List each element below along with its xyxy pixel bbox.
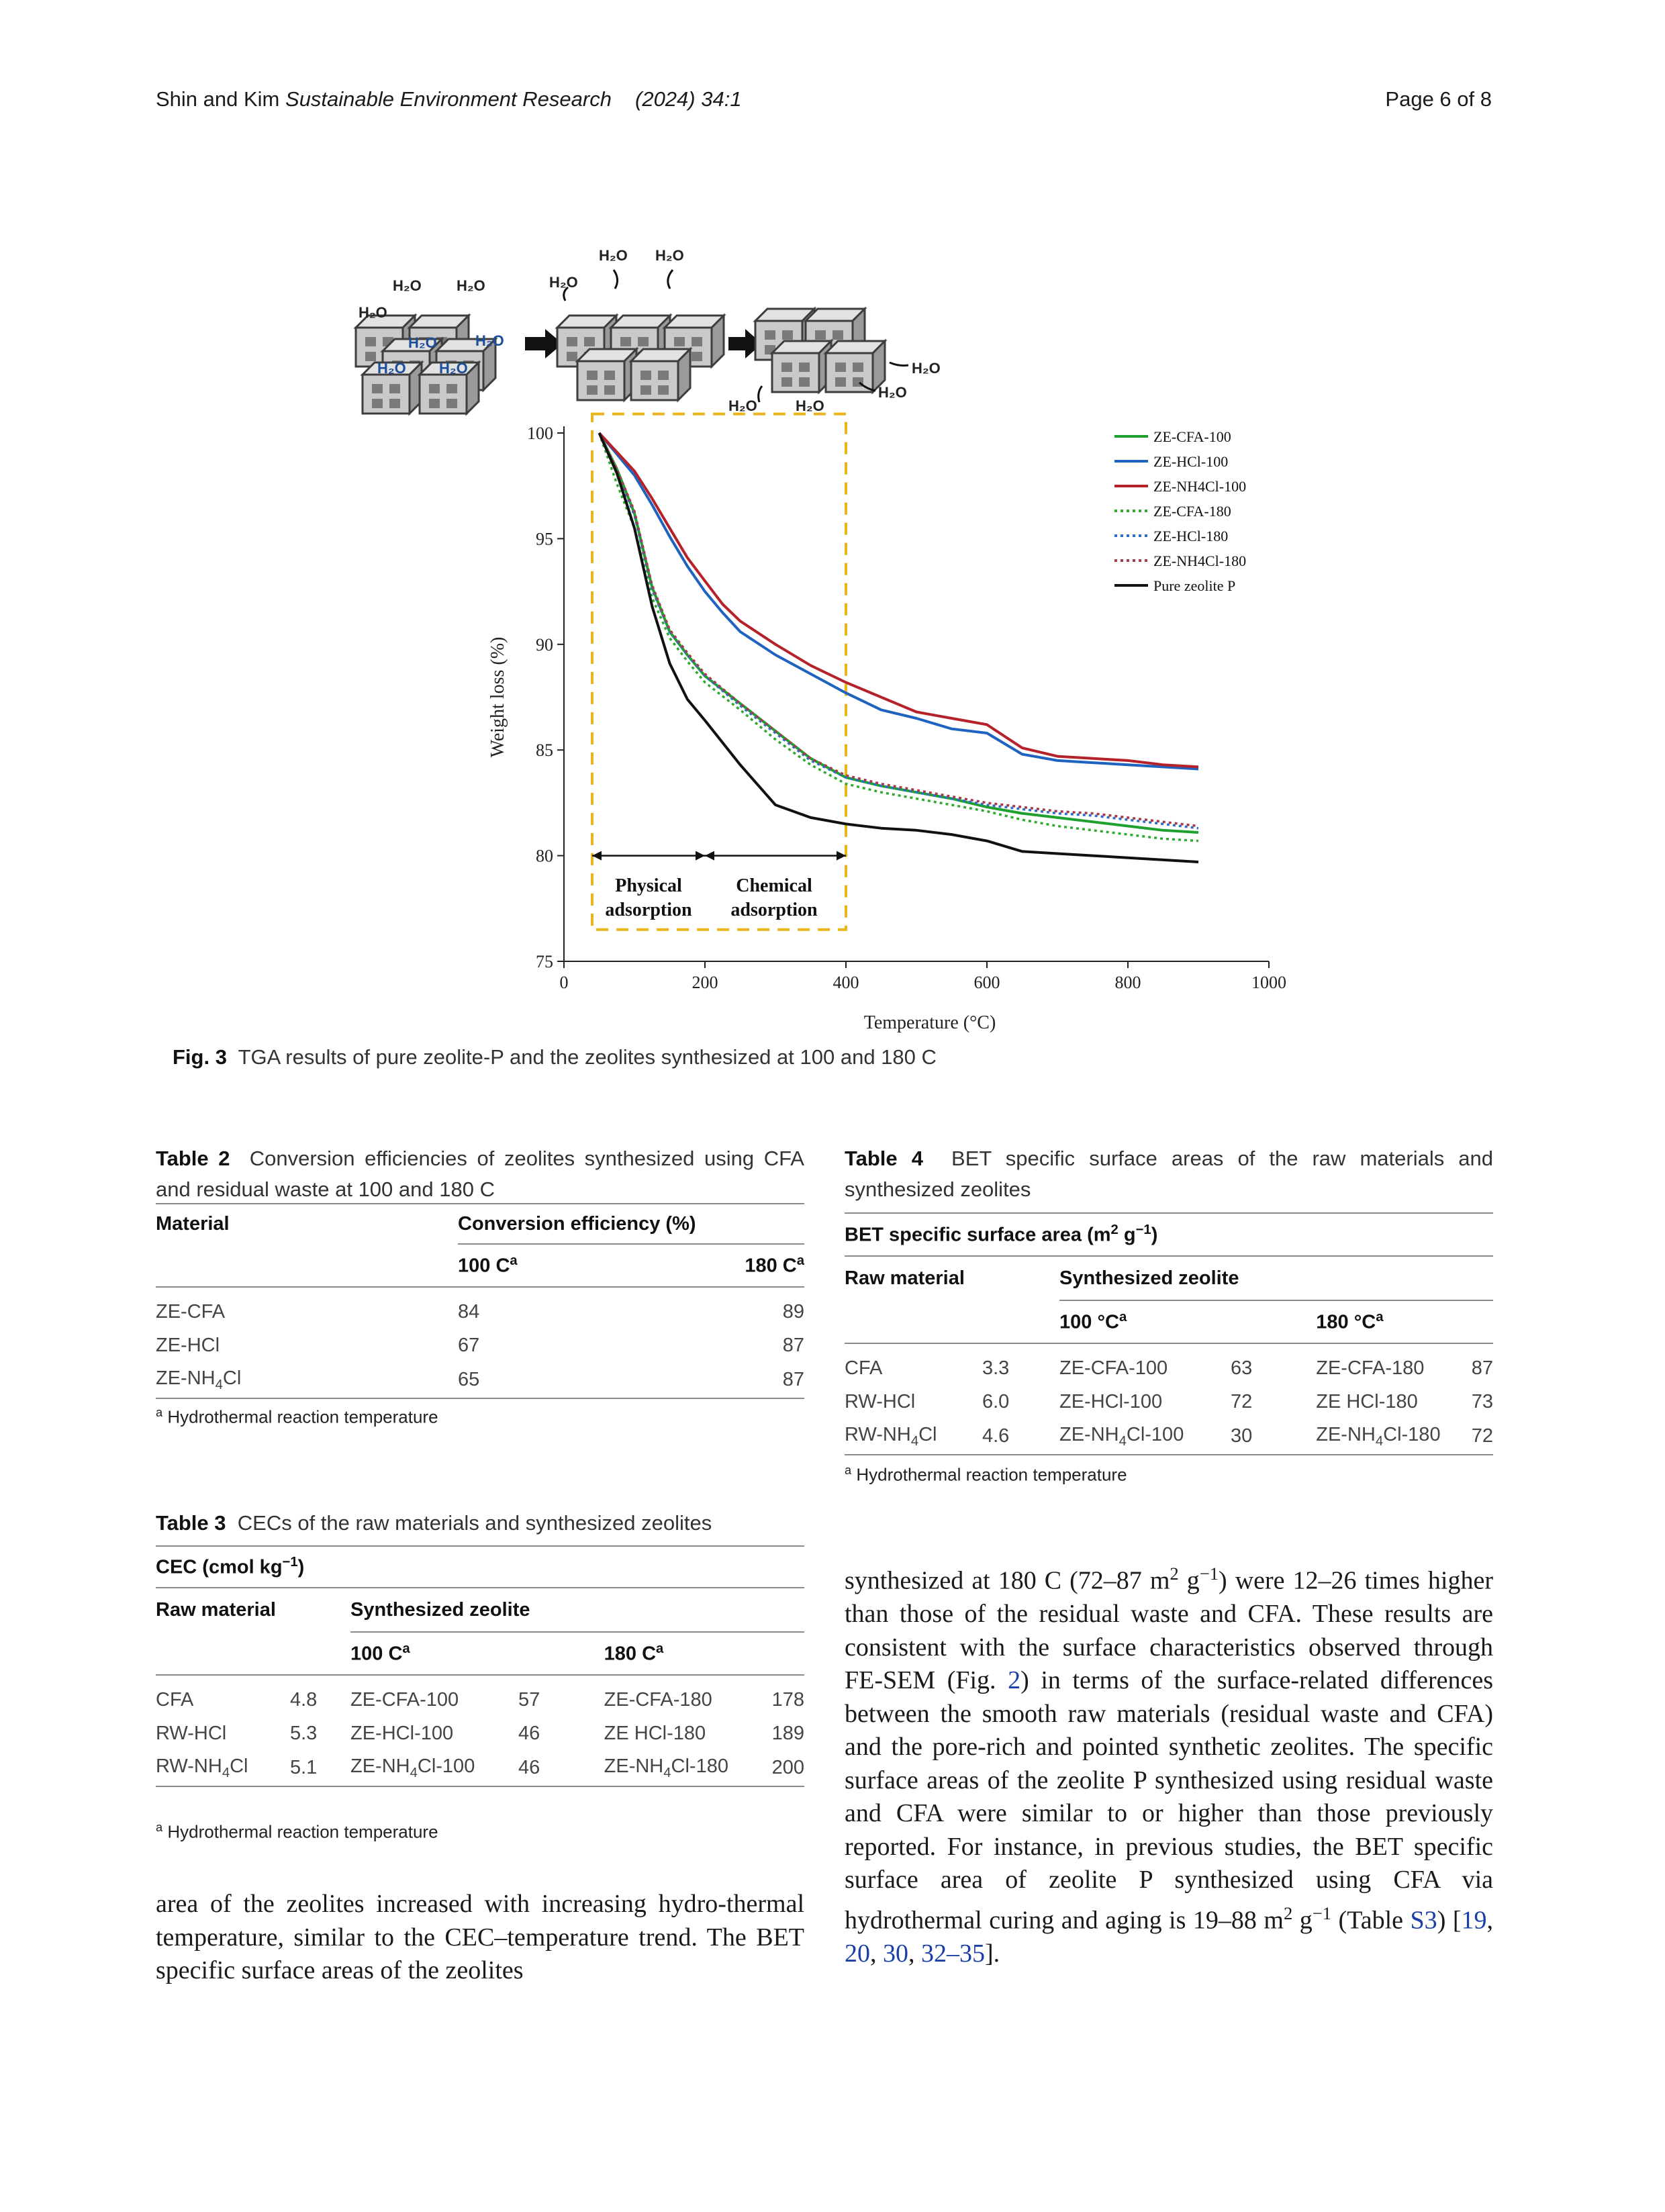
table3-cell: 5.1 <box>290 1757 318 1778</box>
table3-cell: 5.3 <box>290 1722 318 1744</box>
table4-cell: RW-HCl <box>845 1390 916 1412</box>
table4-cell: 6.0 <box>982 1390 1010 1412</box>
water-label: H₂O <box>475 332 504 349</box>
physical-adsorption-arrow-head-right <box>696 851 705 861</box>
x-tick-label: 400 <box>832 973 859 992</box>
table4-col-100: 100 $^\circ C^a$ <box>1059 1310 1127 1333</box>
table2-header-row <box>156 1204 804 1244</box>
table3-caption <box>156 1508 804 1539</box>
table2-cell: ZE-HCl <box>156 1334 220 1356</box>
table-row <box>156 1362 804 1398</box>
table4-subheader-row <box>845 1300 1493 1343</box>
ref-table-link[interactable]: S3 <box>1410 1906 1437 1935</box>
series-line-ze-hcl-100 <box>600 433 1199 769</box>
x-tick-label: 600 <box>973 973 1000 992</box>
table2-cell: 87 <box>782 1334 804 1356</box>
table-row <box>845 1385 1493 1418</box>
table-row <box>156 1717 804 1750</box>
legend-label: ZE-HCl-100 <box>1153 453 1229 470</box>
table2-cell: 65 <box>458 1369 480 1390</box>
table3-cell: $ZE-NH_4Cl-100$ <box>350 1755 475 1780</box>
water-label: H₂O <box>359 304 387 321</box>
water-label: H₂O <box>457 277 485 294</box>
table2-col-material: Material <box>156 1213 230 1235</box>
table4-col-180: 180 $^\circ C^a$ <box>1316 1310 1384 1333</box>
table4-unit-row <box>845 1213 1493 1256</box>
series-line-ze-cfa-180 <box>600 433 1199 841</box>
legend-label: Pure zeolite P <box>1153 577 1236 594</box>
table4-cell: 73 <box>1471 1390 1493 1412</box>
table4-unit: BET specific surface area ($m^2$ $g^{-1}$) <box>845 1222 1158 1246</box>
water-label: H₂O <box>599 247 628 264</box>
header-authors: Shin and Kim <box>156 87 280 111</box>
table4-cell: 87 <box>1471 1357 1493 1379</box>
table3-cell: ZE-CFA-180 <box>604 1688 712 1711</box>
table3-cell: 200 <box>771 1757 804 1778</box>
figure-caption-text: TGA results of pure zeolite-P and the zeolites synthesized at 100 and 180 C <box>238 1045 937 1069</box>
water-label: H₂O <box>393 277 422 294</box>
table3-col-100: 100 $C^a$ <box>350 1641 410 1665</box>
water-release-arrows-icon <box>564 270 673 301</box>
table2-cell: 89 <box>782 1300 804 1323</box>
table4-cell: 4.6 <box>982 1425 1010 1447</box>
adsorption-regions <box>605 875 818 920</box>
citation-link[interactable]: 19 <box>1461 1906 1487 1935</box>
table3 <box>156 1545 804 1787</box>
table2-cell: $ZE-NH_4Cl$ <box>156 1367 242 1392</box>
table3-cell: 46 <box>518 1722 540 1744</box>
table4-cell: $RW-NH_4Cl$ <box>845 1423 937 1449</box>
body-text-left: area of the zeolites increased with increasing hydro-thermal temperature, similar to the CEC–temperature trend. The BET specific surface areas of the zeolites <box>156 1890 804 1984</box>
water-label: H₂O <box>377 360 406 377</box>
table3-label: Table 3 <box>156 1511 226 1535</box>
table-row <box>156 1295 804 1329</box>
table4-col-raw: Raw material <box>845 1267 965 1289</box>
table4-caption <box>845 1143 1493 1205</box>
table3-subheader-row <box>156 1632 804 1675</box>
table-row <box>156 1750 804 1786</box>
physical-adsorption-arrow-head-left <box>592 851 602 861</box>
running-header-authors <box>156 87 612 111</box>
ref-figure-link[interactable]: 2 <box>1008 1666 1021 1695</box>
table4-cell: CFA <box>845 1357 883 1379</box>
table3-cell: 4.8 <box>290 1688 318 1711</box>
table-row <box>156 1683 804 1717</box>
y-tick-label: 75 <box>536 952 553 971</box>
table4-cell: 3.3 <box>982 1357 1010 1379</box>
table3-caption-text: CECs of the raw materials and synthesized zeolites <box>237 1511 712 1535</box>
y-tick-label: 80 <box>536 846 553 866</box>
table3-cell: 178 <box>771 1688 804 1711</box>
header-journal: Sustainable Environment Research <box>285 87 612 111</box>
legend-label: ZE-HCl-180 <box>1153 528 1229 544</box>
y-tick-label: 100 <box>527 424 553 443</box>
y-axis-label: Weight loss (%) <box>487 636 508 758</box>
chemical-adsorption-arrow-head-left <box>705 851 714 861</box>
table2-caption-text: Conversion efficiencies of zeolites synthesized using CFA and residual waste at 100 and 180 C <box>156 1147 804 1201</box>
table3-footnote: $^a$ Hydrothermal reaction temperature <box>156 1821 438 1842</box>
table4-cell: ZE-CFA-180 <box>1316 1357 1425 1379</box>
zeolite-framework-dehydrated <box>755 309 885 392</box>
legend-label: ZE-CFA-100 <box>1153 428 1231 445</box>
legend-label: ZE-NH4Cl-100 <box>1153 478 1247 495</box>
table4-cell: ZE-HCl-100 <box>1059 1390 1163 1412</box>
table3-cell: $RW-NH_4Cl$ <box>156 1755 248 1780</box>
table2-col-100: 100 $C^a$ <box>458 1244 631 1287</box>
table3-cell: ZE HCl-180 <box>604 1722 706 1744</box>
table3-col-raw: Raw material <box>156 1599 276 1621</box>
series-line-ze-hcl-180 <box>600 433 1199 828</box>
table4-caption-text: BET specific surface areas of the raw materials and synthesized zeolites <box>845 1147 1493 1201</box>
citation-link[interactable]: 32–35 <box>921 1939 985 1968</box>
table3-cell: 57 <box>518 1688 540 1711</box>
table3-cell: 189 <box>771 1722 804 1744</box>
figure-caption <box>173 1042 1502 1073</box>
table4-header-row <box>845 1256 1493 1300</box>
figure-label: Fig. 3 <box>173 1045 227 1069</box>
legend-label: ZE-NH4Cl-180 <box>1153 552 1247 569</box>
chemical-adsorption-label-1: Chemical <box>736 875 812 896</box>
table4-cell: ZE-CFA-100 <box>1059 1357 1168 1379</box>
header-citation: (2024) 34:1 <box>635 87 742 111</box>
tga-figure <box>336 235 1329 1041</box>
physical-adsorption-label-2: adsorption <box>605 900 692 920</box>
table4-cell: $ZE-NH_4Cl-180$ <box>1316 1423 1441 1449</box>
x-tick-label: 800 <box>1114 973 1141 992</box>
legend-label: ZE-CFA-180 <box>1153 503 1231 520</box>
water-label: H₂O <box>549 274 578 291</box>
table3-cell: RW-HCl <box>156 1722 227 1744</box>
table4-cell: 72 <box>1471 1425 1493 1447</box>
table-row <box>156 1329 804 1362</box>
body-text-right: synthesized at 180 C (72–87 $m^2$ $g^{-1}$) were 12–26 times higher than those of the residual waste and CFA. These results are consistent with the surface characteristics observed through FE-SEM (Fig. 2) in terms of the surface-related differences between the smooth raw materials (residual waste and CFA) and the pore-rich and pointed synthetic zeolites. The specific surface areas of the zeolite P synthesized using residual waste and CFA were similar to or higher than those previously reported. For instance, in previous studies, the BET specific surface area of zeolite P synthesized using CFA via hydrothermal curing and aging is 19–88 $m^2$ $g^{-1}$ (Table S3) [19, 20, 30, 32–35]. <box>845 1564 1493 1968</box>
water-label: H₂O <box>655 247 684 264</box>
table3-unit-row <box>156 1546 804 1588</box>
table2-subheader-row <box>156 1244 804 1287</box>
x-axis-label: Temperature (°C) <box>863 1012 996 1033</box>
table3-unit: CEC (cmol $kg^{-1}$) <box>156 1555 305 1578</box>
table4-label: Table 4 <box>845 1147 923 1170</box>
table2 <box>156 1203 804 1399</box>
table4-col-syn: Synthesized zeolite <box>1059 1256 1493 1300</box>
water-label: H₂O <box>439 360 468 377</box>
water-label: H₂O <box>728 397 757 414</box>
table-row <box>845 1418 1493 1455</box>
tga-plot <box>487 414 1286 1033</box>
zeolite-framework-dehydrating <box>557 316 724 400</box>
table3-cell: ZE-CFA-100 <box>350 1688 459 1711</box>
series-line-ze-cfa-100 <box>600 433 1199 832</box>
table-row <box>845 1351 1493 1385</box>
table3-col-180: 180 $C^a$ <box>604 1641 664 1665</box>
citation-link[interactable]: 30 <box>883 1939 908 1968</box>
table2-caption <box>156 1143 804 1205</box>
table3-cell: CFA <box>156 1688 194 1711</box>
table4-cell: $ZE-NH_4Cl-100$ <box>1059 1423 1184 1449</box>
physical-adsorption-label-1: Physical <box>615 875 682 896</box>
series-line-pure-zeolite-p <box>600 433 1199 862</box>
table2-cell: 84 <box>458 1300 480 1323</box>
series-line-ze-nh4cl-100 <box>600 433 1199 767</box>
citation-link[interactable]: 20 <box>845 1939 870 1968</box>
water-label: H₂O <box>878 384 907 401</box>
table4-footnote: $^a$ Hydrothermal reaction temperature <box>845 1463 1127 1485</box>
y-tick-label: 95 <box>536 529 553 549</box>
header-page-number: Page 6 of 8 <box>1385 87 1492 111</box>
y-tick-label: 90 <box>536 634 553 655</box>
table4 <box>845 1212 1493 1455</box>
table2-cell: 87 <box>782 1369 804 1390</box>
table4-cell: 63 <box>1231 1357 1253 1379</box>
table3-header-row <box>156 1588 804 1632</box>
table3-cell: ZE-HCl-100 <box>350 1722 454 1744</box>
table2-col-group: Conversion efficiency (%) <box>458 1204 804 1244</box>
table2-label: Table 2 <box>156 1147 230 1170</box>
chemical-adsorption-label-2: adsorption <box>730 900 818 920</box>
table4-cell: 72 <box>1231 1390 1253 1412</box>
water-label: H₂O <box>408 334 437 351</box>
table4-cell: 30 <box>1231 1425 1253 1447</box>
table2-cell: ZE-CFA <box>156 1300 226 1323</box>
table3-col-syn: Synthesized zeolite <box>350 1588 804 1632</box>
chemical-adsorption-arrow-head-right <box>837 851 846 861</box>
series-line-ze-nh4cl-180 <box>600 433 1199 826</box>
table2-col-180: 180 $C^a$ <box>631 1244 804 1287</box>
table2-cell: 67 <box>458 1334 480 1356</box>
x-tick-label: 200 <box>692 973 718 992</box>
y-tick-label: 85 <box>536 740 553 761</box>
water-label: H₂O <box>796 397 824 414</box>
table3-cell: $ZE-NH_4Cl-180$ <box>604 1755 728 1780</box>
table3-cell: 46 <box>518 1757 540 1778</box>
x-tick-label: 0 <box>559 973 569 992</box>
table4-cell: ZE HCl-180 <box>1316 1390 1418 1412</box>
table2-footnote: $^a$ Hydrothermal reaction temperature <box>156 1406 438 1427</box>
x-tick-label: 1000 <box>1251 973 1286 992</box>
water-label: H₂O <box>912 360 941 377</box>
